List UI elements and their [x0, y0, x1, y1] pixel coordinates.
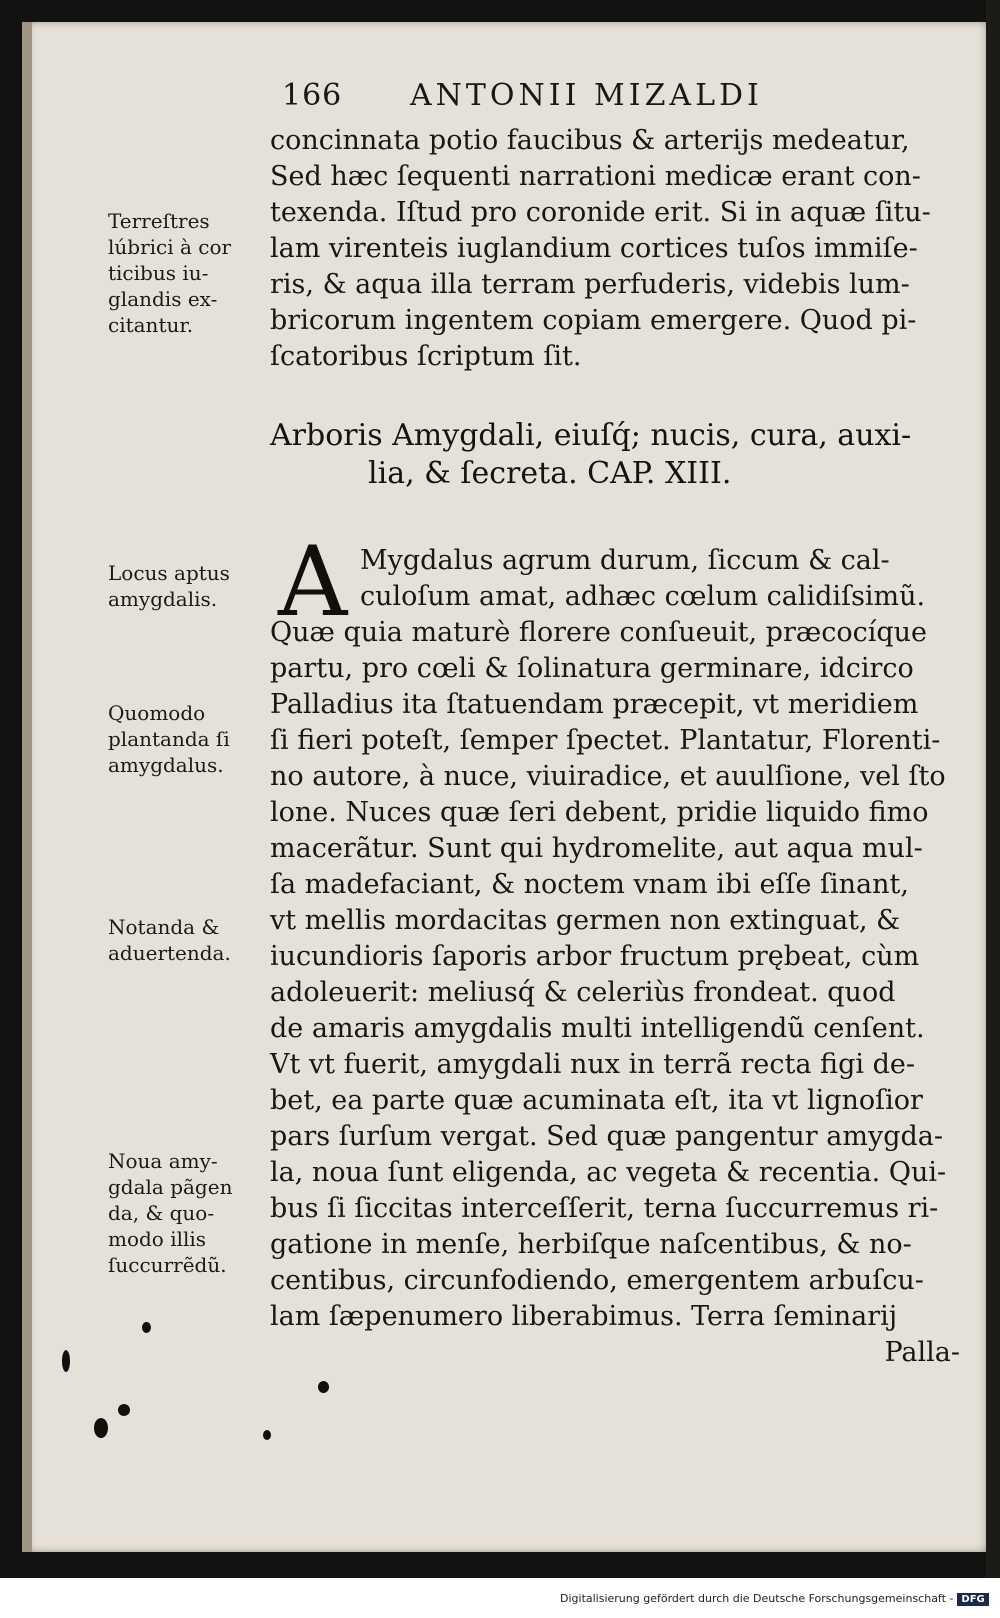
margin-note-line: citantur. [108, 313, 194, 337]
text-line: macerãtur. Sunt qui hydromelite, aut aqua mul- [270, 833, 923, 864]
text-line: pars ſurſum vergat. Sed quæ pangentur amygda- [270, 1121, 943, 1152]
text-line: ſcatoribus ſcriptum ſit. [270, 341, 582, 372]
digitization-footer [560, 1592, 988, 1606]
chapter-title-line-1: Arboris Amygdali, eiuſq́; nucis, cura, auxi- [270, 418, 912, 453]
text-line: de amaris amygdalis multi intelligendũ cenſent. [270, 1013, 925, 1044]
margin-note-line: Noua amy- [108, 1149, 218, 1173]
margin-note-line: amygdalis. [108, 587, 218, 611]
text-line: Palladius ita ſtatuendam præcepit, vt meridiem [270, 689, 919, 720]
text-line: bus ſi ſiccitas interceſſerit, terna ſuccurremus ri- [270, 1193, 939, 1224]
text-line: partu, pro cœli & ſolinatura germinare, idcirco [270, 653, 914, 684]
margin-note-line: da, & quo- [108, 1201, 215, 1225]
page-header [282, 78, 842, 118]
text-line: gatione in menſe, herbiſque naſcentibus, & no- [270, 1229, 912, 1260]
text-line: ſi fieri poteſt, ſemper ſpectet. Plantatur, Florenti- [270, 725, 941, 756]
text-line: vt mellis mordacitas germen non extinguat, & [270, 905, 901, 936]
ink-spot [62, 1350, 70, 1372]
text-line: bet, ea parte quæ acuminata eſt, ita vt lignoſior [270, 1085, 923, 1116]
margin-note-line: lúbrici à cor [108, 235, 232, 259]
margin-note-line: Notanda & [108, 915, 220, 939]
margin-note-line: ſuccurrẽdũ. [108, 1253, 227, 1277]
catchword: Palla- [884, 1337, 960, 1368]
text-line: centibus, circunfodiendo, emergentem arbuſcu- [270, 1265, 924, 1296]
text-line: adoleuerit: meliusq́ & celeriùs frondeat. quod [270, 977, 896, 1008]
margin-note-line: plantanda ſi [108, 727, 230, 751]
chapter-title-line-2: lia, & ſecreta. CAP. XIII. [368, 456, 732, 491]
margin-note-line: ticibus iu- [108, 261, 209, 285]
text-line: lam ſæpenumero liberabimus. Terra ſeminarij [270, 1301, 898, 1332]
text-line: lam virenteis iuglandium cortices tuſos immiſe- [270, 233, 918, 264]
text-line: concinnata potio faucibus & arterijs medeatur, [270, 125, 910, 156]
text-line: la, noua ſunt eligenda, ac vegeta & recentia. Qui- [270, 1157, 947, 1188]
ink-spot [94, 1418, 108, 1438]
page-gutter [22, 22, 32, 1552]
text-line: lone. Nuces quæ ſeri debent, pridie liquido fimo [270, 797, 929, 828]
text-line: Mygdalus agrum durum, ſiccum & cal- [360, 545, 890, 576]
text-line: Sed hæc ſequenti narrationi medicæ erant con- [270, 161, 921, 192]
margin-note-line: amygdalus. [108, 753, 224, 777]
margin-note-line: glandis ex- [108, 287, 218, 311]
margin-note-line: gdala pãgen [108, 1175, 233, 1199]
margin-note-line: Quomodo [108, 701, 206, 725]
margin-note-noua [108, 1148, 268, 1278]
text-line: Quæ quia maturè florere conſueuit, præcocíque [270, 617, 928, 648]
margin-note-line: Locus aptus [108, 561, 230, 585]
ink-spot [263, 1430, 271, 1440]
text-line: culoſum amat, adhæc cœlum calidiſsimũ. [360, 581, 926, 612]
margin-note-locus [108, 560, 268, 612]
margin-note-line: Terreſtres [108, 209, 210, 233]
text-line: no autore, à nuce, viuiradice, et auulſione, vel ſto [270, 761, 946, 792]
margin-note-line: aduertenda. [108, 941, 231, 965]
ink-spot [142, 1322, 151, 1333]
dfg-logo: DFG [957, 1593, 988, 1606]
text-line: bricorum ingentem copiam emergere. Quod pi- [270, 305, 917, 336]
text-line: Vt vt fuerit, amygdali nux in terrã recta figi de- [270, 1049, 915, 1080]
margin-note-quomodo [108, 700, 268, 778]
ink-spot [118, 1404, 130, 1416]
text-line: ſa madefaciant, & noctem vnam ibi eſſe ſinant, [270, 869, 909, 900]
margin-note-notanda [108, 914, 268, 966]
text-line: ris, & aqua illa terram perfuderis, videbis lum- [270, 269, 910, 300]
text-line: iucundioris ſaporis arbor fructum prębeat, cùm [270, 941, 920, 972]
page-number: 166 [282, 78, 343, 113]
drop-cap: A [278, 526, 348, 638]
margin-note-line: modo illis [108, 1227, 207, 1251]
page-right-edge [986, 0, 1000, 1578]
footer-text: Digitalisierung gefördert durch die Deutsche Forschungsgemeinschaft - [560, 1592, 954, 1605]
running-title: ANTONII MIZALDI [410, 78, 763, 113]
margin-note-terrestres [108, 208, 268, 338]
text-line: texenda. Iſtud pro coronide erit. Si in aquæ ſitu- [270, 197, 931, 228]
ink-spot [318, 1381, 329, 1393]
